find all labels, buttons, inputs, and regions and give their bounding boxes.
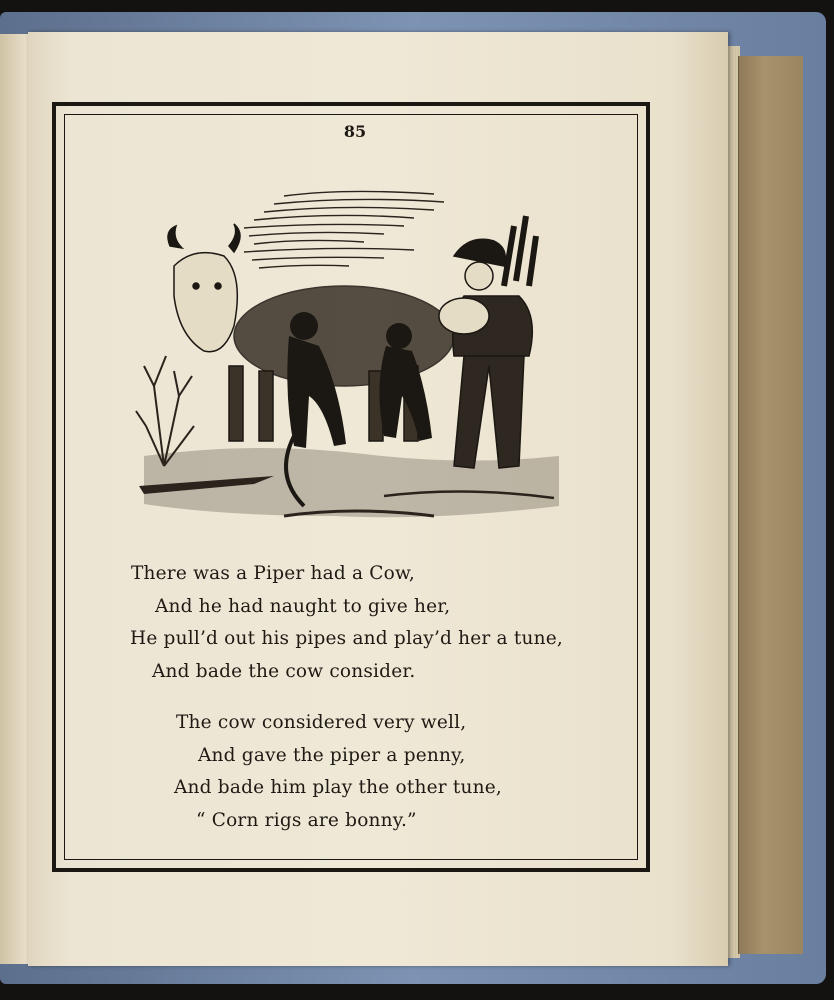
- poem-line: And bade him play the other tune,: [174, 777, 502, 798]
- endpaper: [738, 56, 803, 954]
- ground: [139, 448, 559, 517]
- poem-line: “ Corn rigs are bonny.”: [196, 809, 417, 831]
- cloud-lines: [244, 191, 444, 268]
- bush: [136, 356, 194, 466]
- poem-line: And he had naught to give her,: [155, 595, 451, 617]
- poem: [56, 558, 654, 837]
- poem-line: And gave the piper a penny,: [198, 744, 466, 766]
- stanza-2: [56, 707, 654, 837]
- page-number: 85: [343, 122, 367, 141]
- poem-line: He pull’d out his pipes and play’d her a tune,: [130, 628, 563, 649]
- piper: [439, 216, 536, 468]
- book-page: [28, 32, 728, 966]
- stanza-1: [56, 558, 654, 688]
- poem-line: There was a Piper had a Cow,: [131, 563, 415, 584]
- poem-line: And bade the cow consider.: [152, 660, 416, 682]
- woodcut-illustration: [134, 186, 564, 531]
- page-border: [52, 102, 650, 872]
- poem-line: The cow considered very well,: [176, 712, 467, 733]
